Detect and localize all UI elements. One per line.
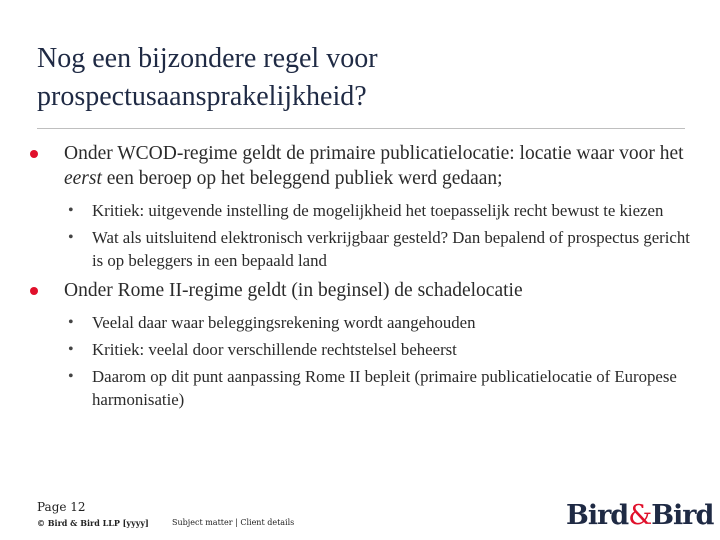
small-dot-icon: • (68, 202, 74, 219)
copyright-notice: © Bird & Bird LLP [yyyy] (37, 518, 149, 528)
sub-bullet (64, 199, 695, 222)
bullet-wcod-text-before: Onder WCOD-regime geldt de primaire publicatielocatie: locatie waar voor het (64, 143, 684, 164)
small-dot-icon: • (68, 341, 74, 358)
sub-bullet-text: Kritiek: uitgevende instelling de mogelijkheid het toepasselijk recht bewust te kiezen (92, 201, 664, 220)
bullet-wcod-text-after: een beroep op het beleggend publiek werd gedaan; (101, 168, 503, 189)
small-dot-icon: • (68, 314, 74, 331)
bullet-rome-ii (30, 278, 695, 303)
title-divider (37, 128, 685, 129)
slide-title-line-1: Nog een bijzondere regel voor (37, 43, 378, 74)
sub-bullet (64, 338, 695, 361)
sub-bullet (64, 226, 695, 272)
sub-bullet (64, 311, 695, 334)
bullet-rome-ii-text: Onder Rome II-regime geldt (in beginsel) de schadelocatie (64, 280, 523, 301)
logo-ampersand: & (628, 500, 652, 531)
subject-client-details: Subject matter | Client details (172, 518, 295, 527)
slide-title (37, 40, 697, 116)
bullet-wcod-sublist (30, 199, 695, 272)
sub-bullet (64, 365, 695, 411)
slide-content (30, 141, 695, 417)
page-number: Page 12 (37, 500, 86, 514)
sub-bullet-text: Veelal daar waar beleggingsrekening wordt aangehouden (92, 313, 476, 332)
bullet-wcod (30, 141, 695, 191)
bird-and-bird-logo (566, 500, 713, 531)
small-dot-icon: • (68, 368, 74, 385)
sub-bullet-text: Daarom op dit punt aanpassing Rome II bepleit (primaire publicatielocatie of Europese harmonisatie) (92, 367, 677, 409)
logo-right-word: Bird (651, 500, 714, 531)
bullet-wcod-emphasis: eerst (64, 168, 102, 189)
sub-bullet-text: Wat als uitsluitend elektronisch verkrijgbaar gesteld? Dan bepalend of prospectus gericht is op beleggers in een bepaald land (92, 228, 690, 270)
red-dot-icon (30, 287, 38, 295)
slide-title-line-2: prospectusaansprakelijkheid? (37, 81, 367, 112)
logo-left-word: Bird (566, 500, 629, 531)
red-dot-icon (30, 150, 38, 158)
bullet-rome-ii-sublist (30, 311, 695, 411)
small-dot-icon: • (68, 229, 74, 246)
sub-bullet-text: Kritiek: veelal door verschillende rechtstelsel beheerst (92, 340, 457, 359)
